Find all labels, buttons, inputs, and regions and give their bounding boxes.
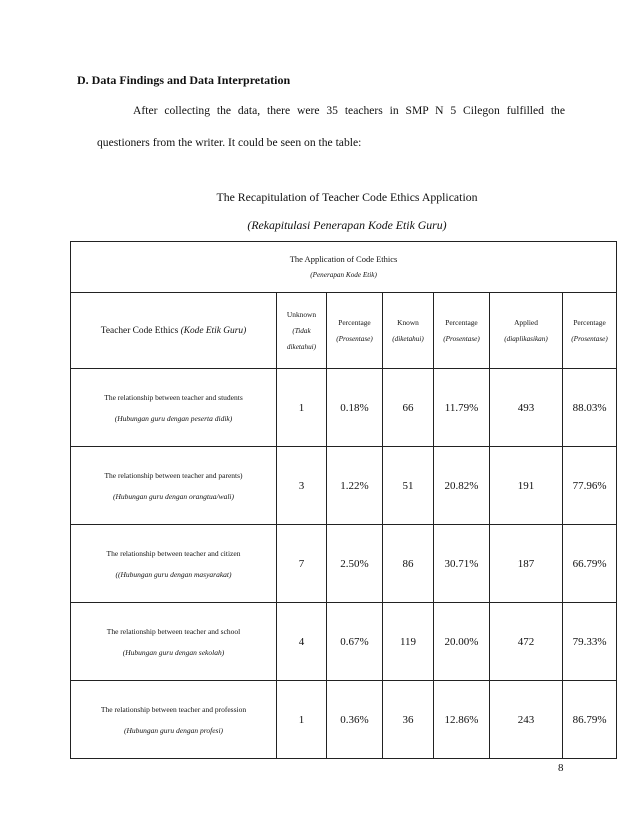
- section-heading: D. Data Findings and Data Interpretation: [77, 73, 291, 87]
- cell-applied: 472: [490, 603, 563, 681]
- recapitulation-table: [70, 241, 617, 759]
- cell-known-percentage: 11.79%: [434, 369, 490, 447]
- row-label: The relationship between teacher and students: [104, 392, 243, 402]
- cell-known-percentage: 20.82%: [434, 447, 490, 525]
- cell-applied: 191: [490, 447, 563, 525]
- cell-applied-percentage: 86.79%: [563, 681, 617, 759]
- header-label: Known: [397, 317, 419, 327]
- row-label-indonesian: (Hubungan guru dengan profesi): [123, 725, 224, 735]
- header-known: [383, 293, 434, 369]
- group-header-indonesian: (Penerapan Kode Etik): [310, 271, 377, 279]
- header-sub: (Prosentase): [571, 334, 608, 343]
- table-row: [71, 681, 617, 759]
- cell-applied: 493: [490, 369, 563, 447]
- cell-known-percentage: 30.71%: [434, 525, 490, 603]
- row-label-cell: [71, 369, 277, 447]
- row-label-cell: [71, 447, 277, 525]
- row-label: The relationship between teacher and profession: [100, 704, 247, 714]
- header-label: Applied: [514, 317, 538, 327]
- row-label-indonesian: (Hubungan guru dengan sekolah): [122, 647, 225, 657]
- row-label-indonesian: ((Hubungan guru dengan masyarakat): [115, 569, 232, 579]
- header-label: Percentage: [338, 317, 371, 327]
- row-label-cell: [71, 525, 277, 603]
- cell-applied: 243: [490, 681, 563, 759]
- group-header-cell: [71, 242, 617, 293]
- cell-known: 51: [383, 447, 434, 525]
- cell-unknown: 1: [277, 369, 327, 447]
- header-sub: (diketahui): [392, 334, 424, 343]
- cell-known: 119: [383, 603, 434, 681]
- page-number: 8: [558, 762, 564, 774]
- cell-known: 66: [383, 369, 434, 447]
- header-label: Percentage: [573, 317, 606, 327]
- header-label: Unknown: [286, 309, 317, 319]
- header-applied-percentage: [563, 293, 617, 369]
- header-unknown-percentage: [327, 293, 383, 369]
- cell-unknown-percentage: 0.36%: [327, 681, 383, 759]
- header-sub: (Prosentase): [336, 334, 373, 343]
- header-teacher-code-ethics: [71, 293, 277, 369]
- row-label: The relationship between teacher and parents): [104, 470, 243, 480]
- cell-known-percentage: 12.86%: [434, 681, 490, 759]
- header-sub: (diaplikasikan): [504, 334, 548, 343]
- table-row: [71, 369, 617, 447]
- paragraph-line-1: After collecting the data, there were 35 teachers in SMP N 5 Cilegon fulfilled the: [133, 104, 565, 117]
- table-row: [71, 603, 617, 681]
- cell-unknown-percentage: 0.67%: [327, 603, 383, 681]
- table-row: [71, 447, 617, 525]
- cell-applied: 187: [490, 525, 563, 603]
- header-label: Percentage: [445, 317, 478, 327]
- row-label-indonesian: (Hubungan guru dengan peserta didik): [114, 413, 233, 423]
- row-label: The relationship between teacher and school: [106, 626, 241, 636]
- cell-unknown-percentage: 2.50%: [327, 525, 383, 603]
- cell-known: 86: [383, 525, 434, 603]
- cell-applied-percentage: 66.79%: [563, 525, 617, 603]
- row-label-cell: [71, 681, 277, 759]
- header-label: Teacher Code Ethics: [100, 325, 179, 336]
- cell-known-percentage: 20.00%: [434, 603, 490, 681]
- cell-unknown-percentage: 1.22%: [327, 447, 383, 525]
- row-label-cell: [71, 603, 277, 681]
- header-sub: diketahui): [286, 342, 317, 351]
- table-row: [71, 525, 617, 603]
- cell-unknown: 7: [277, 525, 327, 603]
- header-known-percentage: [434, 293, 490, 369]
- table-caption-indonesian: (Rekapitulasi Penerapan Kode Etik Guru): [247, 218, 447, 232]
- row-label: The relationship between teacher and citizen: [106, 548, 241, 558]
- header-sub: (Prosentase): [443, 334, 480, 343]
- cell-unknown: 4: [277, 603, 327, 681]
- cell-applied-percentage: 88.03%: [563, 369, 617, 447]
- row-label-indonesian: (Hubungan guru dengan orangtua/wali): [112, 491, 235, 501]
- cell-applied-percentage: 77.96%: [563, 447, 617, 525]
- cell-unknown-percentage: 0.18%: [327, 369, 383, 447]
- header-sub: (Tidak: [292, 326, 311, 335]
- cell-unknown: 3: [277, 447, 327, 525]
- cell-known: 36: [383, 681, 434, 759]
- cell-applied-percentage: 79.33%: [563, 603, 617, 681]
- header-applied: [490, 293, 563, 369]
- group-header: The Application of Code Ethics: [289, 254, 398, 264]
- table-caption: The Recapitulation of Teacher Code Ethics Application: [216, 190, 478, 204]
- cell-unknown: 1: [277, 681, 327, 759]
- header-unknown: [277, 293, 327, 369]
- header-label-indonesian: (Kode Etik Guru): [180, 325, 247, 336]
- paragraph-line-2: questioners from the writer. It could be seen on the table:: [97, 136, 362, 149]
